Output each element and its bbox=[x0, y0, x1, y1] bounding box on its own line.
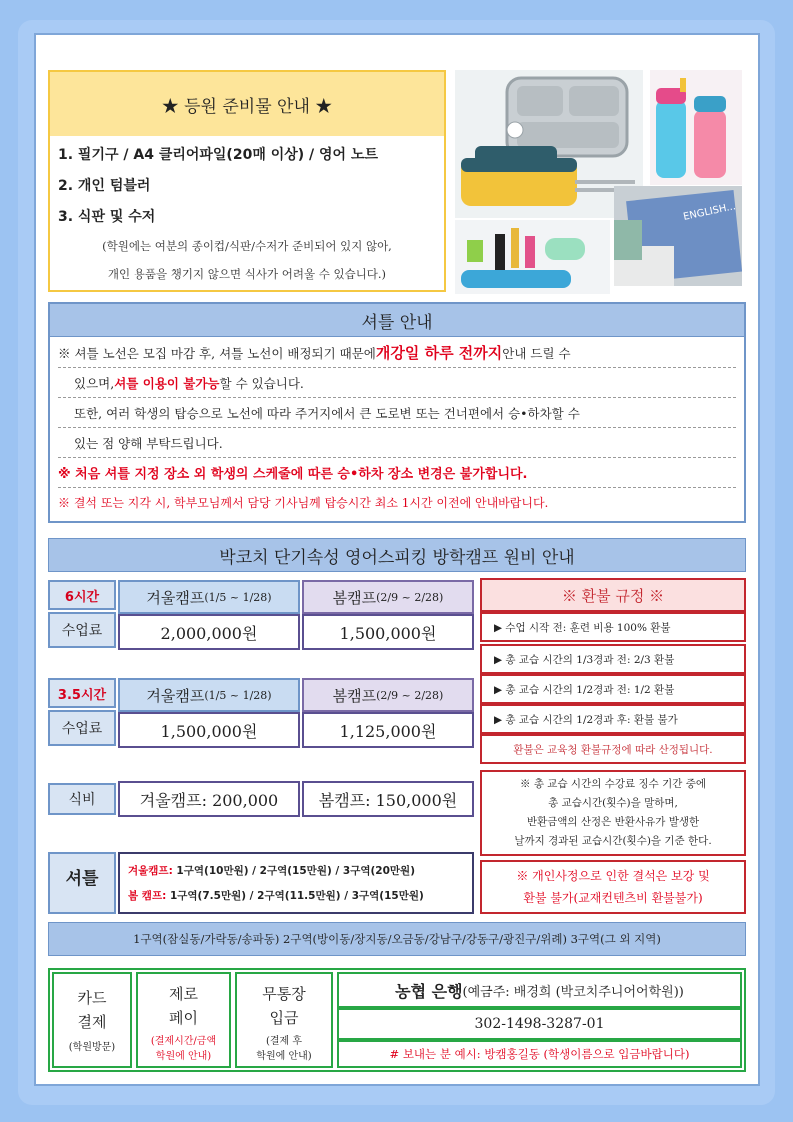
absence-note bbox=[480, 860, 746, 914]
meal-label: 식비 bbox=[48, 783, 116, 815]
deposit-example: # 보내는 분 예시: 방캠홍길동 (학생이름으로 입금바랍니다) bbox=[337, 1040, 742, 1068]
bank-sub-1: (결제 후 bbox=[265, 1036, 303, 1047]
tumbler-photo bbox=[650, 70, 742, 185]
six-tuition-label: 수업료 bbox=[48, 612, 116, 648]
shuttle-title: 셔틀 안내 bbox=[50, 304, 744, 337]
prep-item-1: 1. 필기구 / A4 클리어파일(20매 이상) / 영어 노트 bbox=[58, 147, 378, 163]
shuttle-fee-label: 셔틀 bbox=[48, 852, 116, 914]
shuttle-highlight-date: 개강일 하루 전까지 bbox=[375, 344, 503, 362]
six-spring-header bbox=[302, 580, 474, 614]
bank-sub-2: 학원에 안내) bbox=[256, 1051, 312, 1062]
winter-label: 겨울캠프 bbox=[146, 588, 205, 607]
shuttle-text: 있으며, bbox=[74, 375, 115, 391]
shuttle-line-2 bbox=[58, 368, 736, 398]
refund-note-line: 날까지 경과된 교습시간(횟수)을 기준 한다. bbox=[514, 835, 712, 847]
threefive-tuition-label: 수업료 bbox=[48, 710, 116, 746]
bank-label-2: 입금 bbox=[269, 1009, 299, 1027]
refund-rule: 환불은 교육청 환불규정에 따라 산정됩니다. bbox=[480, 734, 746, 764]
winter-dates: (1/5 ~ 1/28) bbox=[204, 688, 272, 702]
shuttle-winter-prices: 1구역(10만원) / 2구역(15만원) / 3구역(20만원) bbox=[172, 865, 415, 877]
prep-item-3: 3. 식판 및 수저 bbox=[58, 209, 156, 225]
shuttle-line-5: ※ 처음 셔틀 지정 장소 외 학생의 스케줄에 따른 승•하차 장소 변경은 불가합니다. bbox=[58, 458, 736, 488]
threefive-spring-price: 1,125,000원 bbox=[302, 712, 474, 748]
zero-label-2: 페이 bbox=[169, 1009, 198, 1027]
bank-name-row bbox=[337, 972, 742, 1008]
absence-line: ※ 개인사정으로 인한 결석은 보강 및 bbox=[516, 869, 710, 883]
shuttle-line-3: 또한, 여러 학생의 탑승으로 노선에 따라 주거지에서 큰 도로변 또는 건너편에서 승•하차할 수 bbox=[58, 398, 736, 428]
shuttle-line-4: 있는 점 양해 부탁드립니다. bbox=[58, 428, 736, 458]
spring-label: 봄캠프 bbox=[332, 686, 377, 705]
card-payment bbox=[52, 972, 132, 1068]
shuttle-section bbox=[48, 302, 746, 523]
tag-6hours: 6시간 bbox=[48, 580, 116, 610]
zeropay-payment bbox=[136, 972, 231, 1068]
six-spring-price: 1,500,000원 bbox=[302, 614, 474, 650]
winter-label: 겨울캠프 bbox=[146, 686, 205, 705]
prep-title: ★ 등원 준비물 안내 ★ bbox=[50, 72, 444, 136]
six-winter-price: 2,000,000원 bbox=[118, 614, 300, 650]
fee-title: 박코치 단기속성 영어스피킹 방학캠프 원비 안내 bbox=[48, 538, 746, 572]
shuttle-line-1 bbox=[58, 338, 736, 368]
shuttle-line-6: ※ 결석 또는 지각 시, 학부모님께서 담당 기사님께 탑승시간 최소 1시간 이전에 안내바랍니다. bbox=[58, 496, 549, 510]
threefive-winter-price: 1,500,000원 bbox=[118, 712, 300, 748]
refund-note-line: 반환금액의 산정은 반환사유가 발생한 bbox=[526, 816, 700, 828]
shuttle-fee-spring bbox=[128, 888, 424, 903]
refund-item-2: ▶ 총 교습 시간의 1/3경과 전: 2/3 환불 bbox=[480, 644, 746, 674]
zero-sub-1: (결제시간/금액 bbox=[150, 1036, 217, 1047]
spring-dates: (2/9 ~ 2/28) bbox=[376, 688, 444, 702]
shuttle-spring-prices: 1구역(7.5만원) / 2구역(11.5만원) / 3구역(15만원) bbox=[166, 890, 424, 902]
card-label-1: 카드 bbox=[77, 989, 107, 1007]
shuttle-spring-label: 봄 캠프: bbox=[128, 890, 167, 902]
refund-item-4: ▶ 총 교습 시간의 1/2경과 후: 환불 불가 bbox=[480, 704, 746, 734]
refund-item-3: ▶ 총 교습 시간의 1/2경과 전: 1/2 환불 bbox=[480, 674, 746, 704]
zero-label-1: 제로 bbox=[169, 985, 198, 1003]
refund-item-1: ▶ 수업 시작 전: 훈련 비용 100% 환불 bbox=[480, 612, 746, 642]
refund-title: ※ 환불 규정 ※ bbox=[480, 578, 746, 612]
spring-label: 봄캠프 bbox=[332, 588, 377, 607]
bank-label-1: 무통장 bbox=[262, 985, 306, 1003]
refund-note bbox=[480, 770, 746, 856]
card-label-2: 결제 bbox=[77, 1013, 107, 1031]
prep-box bbox=[48, 70, 446, 292]
threefive-winter-header bbox=[118, 678, 300, 712]
shuttle-winter-label: 겨울캠프: bbox=[128, 865, 173, 877]
shuttle-text: 할 수 있습니다. bbox=[219, 375, 304, 391]
zero-sub-2: 학원에 안내) bbox=[155, 1051, 212, 1062]
prep-note-1: (학원에는 여분의 종이컵/식판/수저가 준비되어 있지 않아, bbox=[102, 239, 392, 253]
stationery-photo bbox=[455, 220, 610, 294]
tag-3-5hours: 3.5시간 bbox=[48, 678, 116, 708]
meal-winter: 겨울캠프: 200,000 bbox=[118, 781, 300, 817]
svg-text:ENGLISH...: ENGLISH... bbox=[682, 201, 737, 223]
bank-transfer bbox=[235, 972, 333, 1068]
shuttle-fee-box bbox=[118, 852, 474, 914]
bank-name: 농협 은행 bbox=[395, 981, 463, 1001]
account-number: 302-1498-3287-01 bbox=[337, 1008, 742, 1040]
six-winter-header bbox=[118, 580, 300, 614]
refund-note-line: ※ 총 교습 시간의 수강료 징수 기간 중에 bbox=[519, 778, 706, 790]
shuttle-text: ※ 셔틀 노선은 모집 마감 후, 셔틀 노선이 배정되기 때문에 bbox=[58, 345, 376, 361]
meal-spring: 봄캠프: 150,000원 bbox=[302, 781, 474, 817]
refund-note-line: 총 교습시간(횟수)을 말하며, bbox=[548, 797, 678, 809]
card-sub: (학원방문) bbox=[68, 1042, 116, 1053]
absence-line: 환불 불가(교재컨텐츠비 환불불가) bbox=[523, 891, 703, 905]
shuttle-text: 안내 드릴 수 bbox=[502, 345, 571, 361]
shuttle-fee-winter bbox=[128, 863, 415, 878]
notebook-photo bbox=[614, 186, 742, 286]
account-holder: (예금주: 배경희 (박코치주니어어학원)) bbox=[462, 984, 684, 1000]
prep-note-2: 개인 용품을 챙기지 않으면 식사가 어려울 수 있습니다.) bbox=[107, 267, 387, 281]
shuttle-highlight-unavailable: 셔틀 이용이 불가능 bbox=[114, 375, 220, 391]
threefive-spring-header bbox=[302, 678, 474, 712]
spring-dates: (2/9 ~ 2/28) bbox=[376, 590, 444, 604]
prep-item-2: 2. 개인 텀블러 bbox=[58, 178, 151, 194]
region-bar: 1구역(잠실동/가락동/송파동) 2구역(방이동/장지동/오금동/강남구/강동구/광진구/위례) 3구역(그 외 지역) bbox=[48, 922, 746, 956]
winter-dates: (1/5 ~ 1/28) bbox=[204, 590, 272, 604]
